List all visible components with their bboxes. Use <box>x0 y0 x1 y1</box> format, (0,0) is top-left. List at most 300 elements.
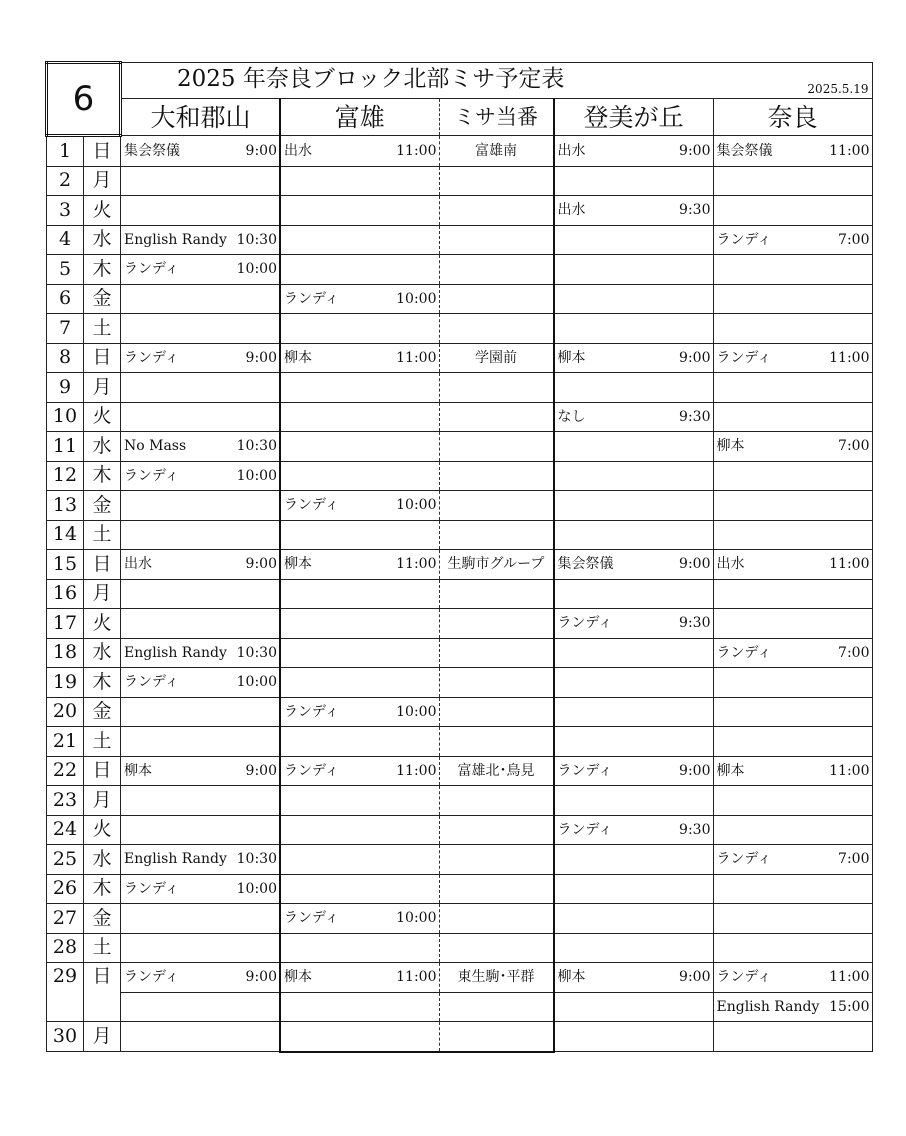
yamatokoriyama-cell <box>121 550 281 580</box>
weekday: 金 <box>84 491 121 521</box>
yamatokoriyama-cell-text: English Randy <box>124 644 227 661</box>
weekday: 日 <box>84 963 121 1022</box>
tomigaoka-cell <box>554 992 714 1022</box>
tomigaoka-cell <box>554 136 714 167</box>
table-row <box>47 992 873 1022</box>
mass-duty-cell: 富雄北･鳥見 <box>439 756 554 786</box>
yamatokoriyama-cell <box>121 255 281 285</box>
table-row <box>47 255 873 285</box>
yamatokoriyama-cell <box>121 343 281 373</box>
tomio-cell-time: 11:00 <box>396 969 437 986</box>
yamatokoriyama-cell-time: 9:00 <box>245 556 277 573</box>
schedule-table <box>45 61 873 1053</box>
tomigaoka-cell <box>554 756 714 786</box>
weekday: 火 <box>84 815 121 845</box>
table-row <box>47 343 873 373</box>
mass-duty-cell <box>439 255 554 285</box>
nara-cell-text: 柳本 <box>716 762 745 779</box>
yamatokoriyama-cell <box>121 314 281 344</box>
yamatokoriyama-cell <box>121 579 281 609</box>
tomigaoka-cell-text: ランディ <box>557 615 613 632</box>
table-row <box>47 609 873 639</box>
nara-cell-time: 11:00 <box>829 556 870 573</box>
yamatokoriyama-cell-text: 柳本 <box>124 762 152 779</box>
nara-cell-extra-time: 15:00 <box>829 998 870 1015</box>
tomigaoka-cell <box>554 638 714 668</box>
nara-cell <box>713 609 872 639</box>
tomio-cell-text: 柳本 <box>284 556 312 573</box>
day-number: 2 <box>47 166 84 196</box>
table-row <box>47 786 873 816</box>
nara-cell-text: 集会祭儀 <box>716 142 773 159</box>
yamatokoriyama-cell <box>121 491 281 521</box>
tomio-cell <box>280 638 439 668</box>
tomio-cell-text: ランディ <box>284 497 339 514</box>
day-number: 6 <box>47 284 84 314</box>
nara-cell <box>713 284 872 314</box>
day-number: 8 <box>47 343 84 373</box>
yamatokoriyama-cell <box>121 638 281 668</box>
tomio-cell-time: 10:00 <box>396 497 437 514</box>
tomigaoka-cell-text: 出水 <box>557 142 586 159</box>
day-number: 5 <box>47 255 84 285</box>
mass-duty-cell <box>439 579 554 609</box>
tomio-cell <box>280 255 439 285</box>
tomio-cell <box>280 314 439 344</box>
yamatokoriyama-cell-text: 出水 <box>124 556 152 573</box>
tomigaoka-cell <box>554 550 714 580</box>
yamatokoriyama-cell <box>121 963 281 993</box>
tomio-cell-text: 柳本 <box>284 969 312 986</box>
tomio-cell <box>280 520 439 550</box>
tomio-cell <box>280 550 439 580</box>
nara-cell <box>713 196 872 226</box>
tomio-cell <box>280 579 439 609</box>
yamatokoriyama-cell-time: 9:00 <box>245 969 277 986</box>
tomigaoka-cell <box>554 963 714 993</box>
weekday: 金 <box>84 697 121 727</box>
yamatokoriyama-cell-text: ランディ <box>124 674 179 691</box>
tomigaoka-cell <box>554 668 714 698</box>
mass-duty-cell <box>439 992 554 1022</box>
tomio-cell <box>280 845 439 875</box>
nara-cell <box>713 697 872 727</box>
mass-duty-cell <box>439 609 554 639</box>
table-row <box>47 756 873 786</box>
yamatokoriyama-cell <box>121 933 281 963</box>
day-number: 26 <box>47 874 84 904</box>
tomio-cell <box>280 196 439 226</box>
table-row <box>47 166 873 196</box>
weekday: 土 <box>84 520 121 550</box>
table-row <box>47 136 873 167</box>
tomigaoka-cell-time: 9:00 <box>679 349 711 366</box>
tomigaoka-cell-time: 9:30 <box>679 821 711 838</box>
tomio-cell-time: 10:00 <box>396 910 437 927</box>
tomigaoka-cell <box>554 255 714 285</box>
yamatokoriyama-cell <box>121 402 281 432</box>
tomigaoka-cell-time: 9:30 <box>679 202 711 219</box>
tomigaoka-cell <box>554 343 714 373</box>
table-row <box>47 225 873 255</box>
yamatokoriyama-cell <box>121 609 281 639</box>
yamatokoriyama-cell-text: ランディ <box>124 969 179 986</box>
yamatokoriyama-cell <box>121 284 281 314</box>
tomio-cell <box>280 136 439 167</box>
yamatokoriyama-cell <box>121 166 281 196</box>
page-title: 2025 年奈良ブロック北部ミサ予定表 <box>177 66 565 92</box>
nara-cell <box>713 963 872 993</box>
nara-cell <box>713 815 872 845</box>
nara-cell <box>713 756 872 786</box>
tomigaoka-cell-text: ランディ <box>557 821 613 838</box>
nara-cell <box>713 255 872 285</box>
table-row <box>47 196 873 226</box>
nara-cell <box>713 933 872 963</box>
tomigaoka-cell-text: 出水 <box>557 202 586 219</box>
nara-cell-text: ランディ <box>716 644 772 661</box>
tomio-cell-time: 11:00 <box>396 762 437 779</box>
nara-cell <box>713 343 872 373</box>
nara-cell-text: 出水 <box>716 556 745 573</box>
table-row <box>47 1022 873 1052</box>
tomio-cell-text: 出水 <box>284 142 312 159</box>
nara-cell <box>713 225 872 255</box>
tomigaoka-cell <box>554 845 714 875</box>
tomigaoka-cell-time: 9:00 <box>679 556 711 573</box>
month-box: 6 <box>47 63 121 136</box>
day-number: 14 <box>47 520 84 550</box>
yamatokoriyama-cell <box>121 1022 281 1052</box>
table-row <box>47 461 873 491</box>
yamatokoriyama-cell-time: 10:00 <box>236 880 277 897</box>
table-row <box>47 933 873 963</box>
nara-cell <box>713 638 872 668</box>
tomio-cell <box>280 225 439 255</box>
weekday: 木 <box>84 461 121 491</box>
tomigaoka-cell <box>554 166 714 196</box>
tomio-cell-time: 11:00 <box>396 349 437 366</box>
mass-duty-cell <box>439 845 554 875</box>
tomigaoka-cell <box>554 284 714 314</box>
weekday: 日 <box>84 136 121 167</box>
yamatokoriyama-cell <box>121 786 281 816</box>
tomigaoka-cell-time: 9:00 <box>679 142 711 159</box>
yamatokoriyama-cell <box>121 520 281 550</box>
yamatokoriyama-cell <box>121 432 281 462</box>
tomigaoka-cell <box>554 196 714 226</box>
nara-cell <box>713 550 872 580</box>
table-row <box>47 874 873 904</box>
tomigaoka-cell-text: 柳本 <box>557 969 586 986</box>
yamatokoriyama-cell-text: ランディ <box>124 349 179 366</box>
table-row <box>47 638 873 668</box>
tomigaoka-cell-time: 9:30 <box>679 615 711 632</box>
mass-duty-cell: 学園前 <box>439 343 554 373</box>
table-row <box>47 491 873 521</box>
table-row <box>47 520 873 550</box>
yamatokoriyama-cell-time: 10:30 <box>236 851 277 868</box>
tomigaoka-cell <box>554 904 714 934</box>
yamatokoriyama-cell-time: 9:00 <box>245 142 277 159</box>
weekday: 火 <box>84 196 121 226</box>
yamatokoriyama-cell-text: No Mass <box>124 438 187 455</box>
mass-duty-cell <box>439 284 554 314</box>
table-row <box>47 314 873 344</box>
mass-duty-cell: 東生駒･平群 <box>439 963 554 993</box>
nara-cell-extra <box>713 992 872 1022</box>
nara-cell-time: 11:00 <box>829 349 870 366</box>
nara-cell <box>713 579 872 609</box>
tomio-cell <box>280 992 439 1022</box>
weekday: 土 <box>84 933 121 963</box>
yamatokoriyama-cell-time: 10:30 <box>236 231 277 248</box>
tomio-cell-text: 柳本 <box>284 349 312 366</box>
yamatokoriyama-cell <box>121 904 281 934</box>
tomigaoka-cell <box>554 874 714 904</box>
day-number: 21 <box>47 727 84 757</box>
tomigaoka-cell <box>554 373 714 403</box>
table-row <box>47 284 873 314</box>
mass-duty-cell <box>439 491 554 521</box>
day-number: 27 <box>47 904 84 934</box>
tomio-cell <box>280 904 439 934</box>
tomigaoka-cell <box>554 314 714 344</box>
yamatokoriyama-cell <box>121 225 281 255</box>
yamatokoriyama-cell-time: 10:00 <box>236 674 277 691</box>
tomio-cell <box>280 815 439 845</box>
yamatokoriyama-cell <box>121 815 281 845</box>
nara-cell-time: 7:00 <box>838 644 870 661</box>
column-header-tomio: 富雄 <box>280 99 439 136</box>
nara-cell <box>713 904 872 934</box>
tomigaoka-cell-time: 9:30 <box>679 408 711 425</box>
day-number: 19 <box>47 668 84 698</box>
tomio-cell-text: ランディ <box>284 703 339 720</box>
tomigaoka-cell-text: なし <box>557 408 586 425</box>
tomigaoka-cell <box>554 933 714 963</box>
nara-cell-text: 柳本 <box>716 438 745 455</box>
nara-cell-time: 7:00 <box>838 231 870 248</box>
day-number: 4 <box>47 225 84 255</box>
table-row <box>47 815 873 845</box>
yamatokoriyama-cell-text: English Randy <box>124 231 227 248</box>
nara-cell-time: 7:00 <box>838 851 870 868</box>
mass-duty-cell: 生駒市グループ <box>439 550 554 580</box>
mass-duty-cell <box>439 638 554 668</box>
mass-duty-cell <box>439 314 554 344</box>
nara-cell <box>713 461 872 491</box>
tomigaoka-cell-text: 柳本 <box>557 349 586 366</box>
tomio-cell <box>280 402 439 432</box>
yamatokoriyama-cell-text: ランディ <box>124 467 179 484</box>
tomigaoka-cell <box>554 609 714 639</box>
mass-duty-cell <box>439 166 554 196</box>
yamatokoriyama-cell-time: 10:30 <box>236 438 277 455</box>
tomio-cell <box>280 933 439 963</box>
mass-duty-cell <box>439 520 554 550</box>
mass-duty-cell <box>439 225 554 255</box>
day-number: 24 <box>47 815 84 845</box>
nara-cell <box>713 727 872 757</box>
tomio-cell <box>280 727 439 757</box>
table-row <box>47 668 873 698</box>
tomio-cell <box>280 432 439 462</box>
tomigaoka-cell <box>554 520 714 550</box>
day-number: 16 <box>47 579 84 609</box>
tomio-cell <box>280 461 439 491</box>
nara-cell <box>713 402 872 432</box>
yamatokoriyama-cell-time: 9:00 <box>245 762 277 779</box>
table-row <box>47 550 873 580</box>
tomigaoka-cell <box>554 225 714 255</box>
column-header-tomigaoka: 登美が丘 <box>554 99 714 136</box>
day-number: 22 <box>47 756 84 786</box>
column-header-yamatokoriyama: 大和郡山 <box>121 99 281 136</box>
day-number: 17 <box>47 609 84 639</box>
yamatokoriyama-cell <box>121 845 281 875</box>
day-number: 7 <box>47 314 84 344</box>
tomio-cell <box>280 284 439 314</box>
weekday: 木 <box>84 255 121 285</box>
nara-cell <box>713 491 872 521</box>
tomio-cell-time: 11:00 <box>396 556 437 573</box>
nara-cell-text: ランディ <box>716 231 772 248</box>
yamatokoriyama-cell <box>121 136 281 167</box>
table-row <box>47 402 873 432</box>
mass-duty-cell <box>439 373 554 403</box>
nara-cell-text: ランディ <box>716 969 772 986</box>
weekday: 水 <box>84 432 121 462</box>
nara-cell-text: ランディ <box>716 851 772 868</box>
weekday: 日 <box>84 756 121 786</box>
tomio-cell-text: ランディ <box>284 290 339 307</box>
weekday: 火 <box>84 402 121 432</box>
weekday: 木 <box>84 668 121 698</box>
tomigaoka-cell <box>554 697 714 727</box>
nara-cell <box>713 373 872 403</box>
tomigaoka-cell <box>554 579 714 609</box>
tomio-cell <box>280 373 439 403</box>
weekday: 土 <box>84 727 121 757</box>
tomigaoka-cell-text: 集会祭儀 <box>557 556 614 573</box>
weekday: 金 <box>84 904 121 934</box>
day-number: 20 <box>47 697 84 727</box>
mass-duty-cell <box>439 904 554 934</box>
column-header-nara: 奈良 <box>713 99 872 136</box>
day-number: 18 <box>47 638 84 668</box>
yamatokoriyama-cell <box>121 196 281 226</box>
mass-duty-cell <box>439 196 554 226</box>
nara-cell <box>713 520 872 550</box>
weekday: 木 <box>84 874 121 904</box>
weekday: 月 <box>84 1022 121 1052</box>
day-number: 25 <box>47 845 84 875</box>
table-row <box>47 697 873 727</box>
tomigaoka-cell <box>554 815 714 845</box>
tomigaoka-cell-time: 9:00 <box>679 762 711 779</box>
mass-duty-cell <box>439 815 554 845</box>
tomigaoka-cell <box>554 727 714 757</box>
tomio-cell-text: ランディ <box>284 910 339 927</box>
yamatokoriyama-cell <box>121 373 281 403</box>
day-number: 15 <box>47 550 84 580</box>
mass-duty-cell <box>439 402 554 432</box>
nara-cell <box>713 314 872 344</box>
mass-duty-cell: 富雄南 <box>439 136 554 167</box>
revision-date: 2025.5.19 <box>807 82 869 96</box>
weekday: 日 <box>84 343 121 373</box>
yamatokoriyama-cell-text: ランディ <box>124 261 179 278</box>
yamatokoriyama-cell-text: English Randy <box>124 851 227 868</box>
table-row <box>47 579 873 609</box>
nara-cell <box>713 668 872 698</box>
yamatokoriyama-cell <box>121 727 281 757</box>
day-number: 3 <box>47 196 84 226</box>
tomio-cell <box>280 166 439 196</box>
day-number: 10 <box>47 402 84 432</box>
yamatokoriyama-cell-time: 10:00 <box>236 467 277 484</box>
tomio-cell <box>280 874 439 904</box>
weekday: 金 <box>84 284 121 314</box>
tomigaoka-cell <box>554 786 714 816</box>
yamatokoriyama-cell-text: 集会祭儀 <box>124 142 180 159</box>
tomio-cell <box>280 668 439 698</box>
yamatokoriyama-cell-text: ランディ <box>124 880 179 897</box>
tomio-cell <box>280 756 439 786</box>
nara-cell <box>713 432 872 462</box>
tomigaoka-cell <box>554 402 714 432</box>
yamatokoriyama-cell <box>121 992 281 1022</box>
yamatokoriyama-cell <box>121 668 281 698</box>
tomio-cell-time: 10:00 <box>396 290 437 307</box>
day-number: 28 <box>47 933 84 963</box>
column-header-mass-duty: ミサ当番 <box>439 99 554 136</box>
nara-cell-time: 11:00 <box>829 969 870 986</box>
mass-duty-cell <box>439 668 554 698</box>
nara-cell <box>713 786 872 816</box>
day-number: 9 <box>47 373 84 403</box>
mass-duty-cell <box>439 461 554 491</box>
weekday: 月 <box>84 786 121 816</box>
table-row <box>47 373 873 403</box>
yamatokoriyama-cell <box>121 697 281 727</box>
mass-duty-cell <box>439 933 554 963</box>
mass-duty-cell <box>439 727 554 757</box>
nara-cell <box>713 874 872 904</box>
tomigaoka-cell <box>554 1022 714 1052</box>
weekday: 月 <box>84 579 121 609</box>
yamatokoriyama-cell <box>121 461 281 491</box>
tomigaoka-cell-time: 9:00 <box>679 969 711 986</box>
table-row <box>47 432 873 462</box>
nara-cell <box>713 166 872 196</box>
table-row <box>47 963 873 993</box>
weekday: 月 <box>84 373 121 403</box>
tomio-cell <box>280 609 439 639</box>
day-number: 29 <box>47 963 84 1022</box>
day-number: 30 <box>47 1022 84 1052</box>
weekday: 土 <box>84 314 121 344</box>
tomio-cell <box>280 786 439 816</box>
tomio-cell <box>280 1022 439 1052</box>
nara-cell-text: ランディ <box>716 349 772 366</box>
mass-duty-cell <box>439 874 554 904</box>
tomigaoka-cell <box>554 491 714 521</box>
mass-duty-cell <box>439 697 554 727</box>
tomio-cell <box>280 491 439 521</box>
nara-cell-time: 11:00 <box>829 142 870 159</box>
